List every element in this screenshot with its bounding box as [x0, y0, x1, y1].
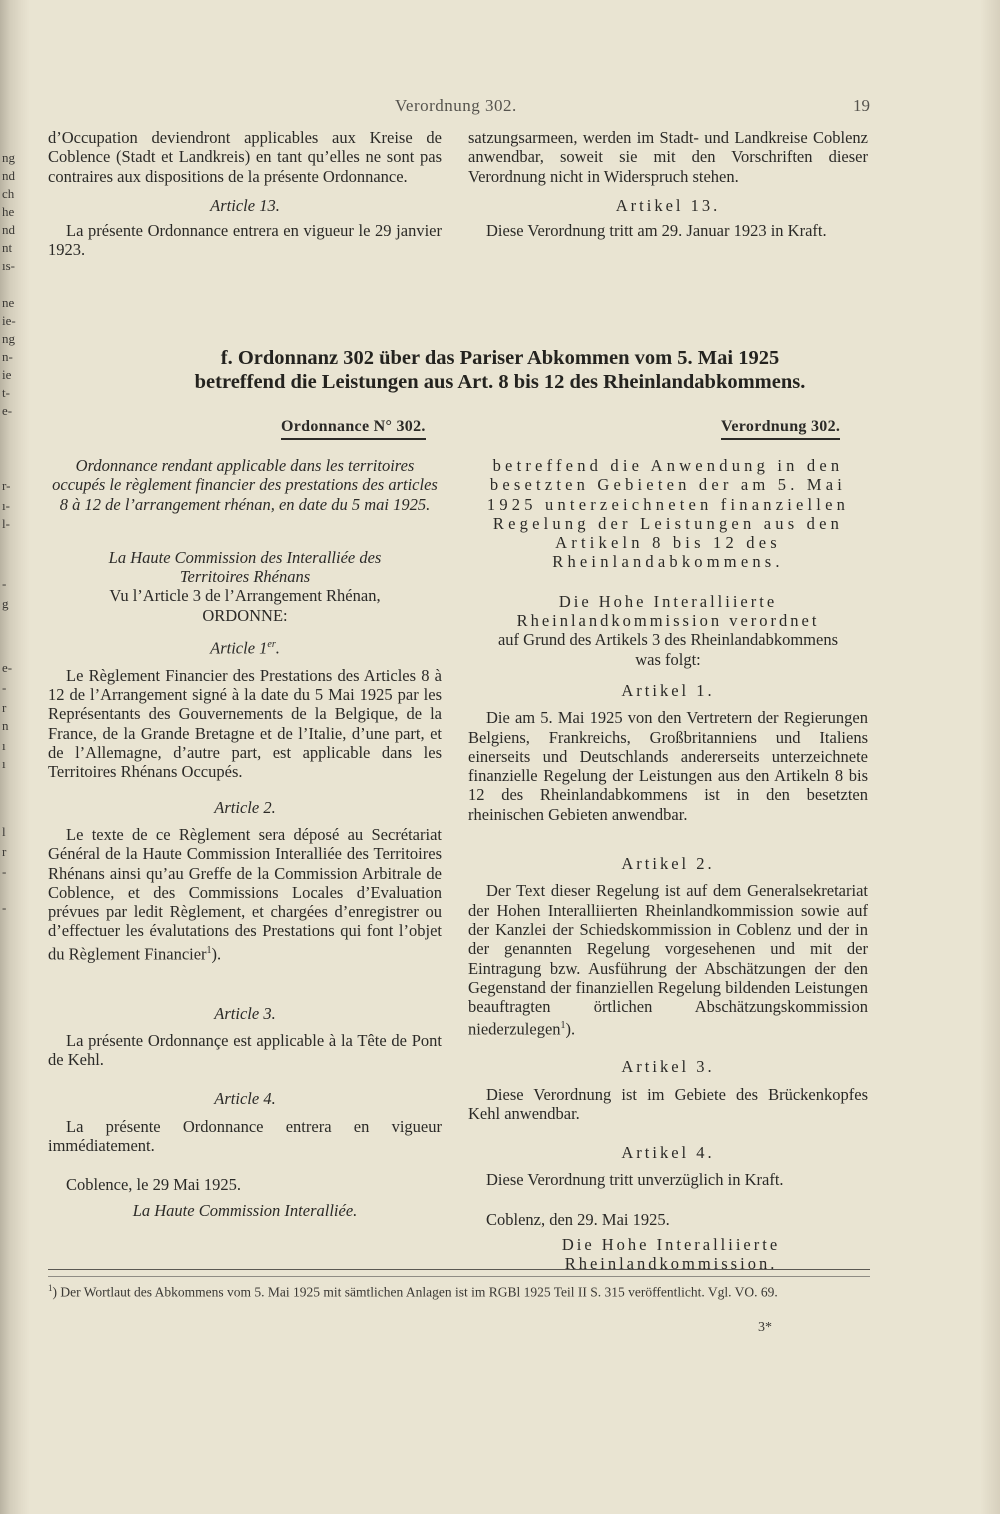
de-column [468, 456, 868, 1274]
de-continued-paragraph: satzungsarmeen, werden im Stadt- und Landkreise Coblenz anwendbar, soweit sie mit den Vorschriften dieser Verordnung nicht in Widerspruch stehen. [468, 128, 868, 186]
de-artikel-1-text: Die am 5. Mai 1925 von den Vertretern der Regierungen Belgiens, Frankreichs, Großbritanniens und Italiens einerseits und Deutschlands andererseits unterzeichnete finanzielle Regelung der Leistungen aus den Artikeln 8 bis 12 des Rheinlandabkommens ist in den besetzten rheinischen Gebieten anwendbar. [468, 708, 868, 824]
de-artikel-13-text: Diese Verordnung tritt am 29. Januar 1923 in Kraft. [486, 221, 827, 241]
fr-article-1-title-sup: er [267, 639, 276, 651]
margin-fragment: ne [2, 295, 15, 310]
fr-top-continuation [48, 128, 442, 260]
fr-date-line: Coblence, le 29 Mai 1925. [66, 1175, 242, 1195]
de-signature: Die Hohe Interalliierte Rheinlandkommission. [561, 1235, 781, 1274]
de-artikel-2-end: ). [565, 1019, 576, 1039]
de-basis: auf Grund des Artikels 3 des Rheinlandabkommens was folgt: [497, 630, 839, 669]
margin-fragment: e- [2, 660, 13, 675]
fr-continued-paragraph: d’Occupation deviendront applicables aux Kreise de Coblence (Stadt et Landkreis) en tant qu’elles ne sont pas contraires aux dispositions de la présente Ordonnance. [48, 128, 442, 186]
fr-column [48, 456, 442, 1220]
fr-vu: Vu l’Article 3 de l’Arrangement Rhénan, [109, 586, 381, 606]
de-column-title: Verordnung 302. [721, 418, 840, 440]
footnote [48, 1280, 870, 1301]
margin-fragment: ng [2, 150, 15, 165]
margin-fragment: ie- [2, 313, 16, 328]
fr-article-4-title: Article 4. [214, 1089, 276, 1109]
margin-fragment: g [2, 596, 9, 611]
fr-article-4-text: La présente Ordonnance entrera en vigueur immédiatement. [48, 1116, 442, 1156]
de-authority: Die Hohe Interalliierte Rheinlandkommission verordnet [516, 591, 820, 631]
de-artikel-1-title: Artikel 1. [621, 680, 715, 700]
de-top-continuation [468, 128, 868, 240]
margin-fragment: r [2, 700, 7, 715]
fr-article-1-title-text: Article 1 [210, 638, 268, 658]
de-artikel-3-text: Diese Verordnung ist im Gebiete des Brückenkopfes Kehl anwendbar. [468, 1084, 868, 1123]
margin-fragment: n- [2, 349, 13, 364]
margin-fragment: r- [2, 478, 11, 493]
margin-fragment: l [2, 824, 6, 839]
fr-article-1-title-dot: . [275, 638, 280, 658]
fr-authority: La Haute Commission des Interalliée des Territoires Rhénans [108, 547, 382, 587]
de-artikel-4-text: Diese Verordnung tritt unverzüglich in Kraft. [486, 1170, 784, 1190]
margin-fragment: he [2, 204, 15, 219]
margin-fragment: ı [2, 756, 6, 771]
fr-article-3-title: Article 3. [214, 1003, 276, 1023]
fr-article-2-end: ). [211, 944, 222, 964]
section-heading [70, 346, 930, 394]
running-head [0, 96, 1000, 118]
margin-fragment: ng [2, 331, 15, 346]
facing-page-fragments [0, 0, 26, 1514]
running-head-title: Verordnung 302. [395, 96, 517, 115]
margin-fragment: l- [2, 516, 10, 531]
fr-column-title: Ordonnance N° 302. [281, 418, 426, 440]
margin-fragment: n [2, 718, 9, 733]
margin-fragment: e- [2, 403, 13, 418]
margin-fragment: nd [2, 222, 15, 237]
fr-article-2-text: Le texte de ce Règlement sera déposé au Secrétariat Général de la Haute Commission Interalliée des Territoires Rhénans ainsi qu’au Greffe de la Commission Arbitrale de Coblence, et des Commissions Locales d’Evaluation prévues par ledit Règlement, et chargées d’enregistrer ou d’effectuer les évalutations des Prestations qui font l’objet du Règlement Financier [48, 824, 442, 964]
fr-ordonne: ORDONNE: [202, 605, 288, 625]
fr-article-2-paragraph [48, 825, 442, 964]
de-artikel-3-title: Artikel 3. [621, 1057, 715, 1077]
section-heading-line-2: betreffend die Leistungen aus Art. 8 bis 12 des Rheinlandabkommens. [194, 371, 806, 393]
margin-fragment: ch [2, 186, 15, 201]
de-artikel-13-title: Artikel 13. [615, 195, 721, 215]
footnote-marker: 1 [48, 1283, 53, 1293]
signature-mark: 3* [758, 1320, 772, 1335]
margin-fragment: ıs- [2, 258, 15, 273]
footnote-ref: 1 [560, 1020, 566, 1032]
section-heading-line-1: f. Ordonnanz 302 über das Pariser Abkommen vom 5. Mai 1925 [220, 347, 780, 369]
margin-fragment: - [2, 864, 7, 879]
footnote-rule [48, 1269, 870, 1270]
margin-fragment: - [2, 900, 7, 915]
scan-edge [980, 0, 1000, 1514]
margin-fragment: - [2, 680, 7, 695]
fr-article-13-title: Article 13. [210, 195, 280, 215]
footnote-ref: 1 [206, 944, 212, 956]
margin-fragment: t- [2, 385, 10, 400]
margin-fragment: - [2, 576, 7, 591]
margin-fragment: nt [2, 240, 13, 255]
margin-fragment: r [2, 844, 7, 859]
de-artikel-4-title: Artikel 4. [621, 1143, 715, 1163]
fr-signature: La Haute Commission Interalliée. [132, 1200, 358, 1220]
fr-article-1-text: Le Règlement Financier des Prestations des Articles 8 à 12 de l’Arrangement signé à la date du 5 Mai 1925 par les Représentants des Gouvernements de la Belgique, de la France, de la Grande Bretagne et de l’Italie, d’une part, et de l’Allemagne, d’autre part, est applicable dans les Territoires Rhénans Occupés. [48, 665, 442, 782]
de-artikel-2-text: Der Text dieser Regelung ist auf dem Generalsekretariat der Hohen Interalliierten Rheinlandkommission sowie auf der Kanzlei der Schiedskommission in Coblenz und der in der genannten Regelung vorgesehenen und mit der Eintragung bzw. Ausführung der Abschätzungen der den Gegenstand der finanziellen Regelung bildenden Leistungen beauftragten örtlichen Abschätzungskommission niederzulegen [468, 881, 868, 1039]
fr-article-13-text: La présente Ordonnance entrera en vigueur le 29 janvier 1923. [48, 221, 442, 260]
margin-fragment: ı [2, 738, 6, 753]
footnote-rule-secondary [48, 1276, 870, 1277]
fr-article-2-title: Article 2. [214, 797, 276, 817]
de-date-line: Coblenz, den 29. Mai 1925. [486, 1209, 670, 1229]
fr-subtitle: Ordonnance rendant applicable dans les territoires occupés le règlement financier des prestations des articles 8 à 12 de l’arrangement rhénan, en date du 5 mai 1925. [52, 456, 438, 514]
footnote-text: ) Der Wortlaut des Abkommens vom 5. Mai 1925 mit sämtlichen Anlagen ist im RGBl 1925 Teil II S. 315 veröffentlicht. Vgl. VO. 69. [52, 1284, 778, 1300]
fr-article-3-text: La présente Ordonnançe est applicable à la Tête de Pont de Kehl. [48, 1030, 442, 1070]
de-artikel-2-paragraph [468, 881, 868, 1039]
margin-fragment: ı- [2, 498, 10, 513]
margin-fragment: nd [2, 168, 15, 183]
de-artikel-2-title: Artikel 2. [621, 854, 715, 874]
fr-article-1-title [48, 635, 442, 658]
de-subtitle: betreffend die Anwendung in den besetzten Gebieten der am 5. Mai 1925 unterzeichneten finanziellen Regelung der Leistungen aus den Artikeln 8 bis 12 des Rheinlandabkommens. [486, 456, 850, 572]
margin-fragment: ie [2, 367, 12, 382]
page-number: 19 [853, 96, 870, 115]
